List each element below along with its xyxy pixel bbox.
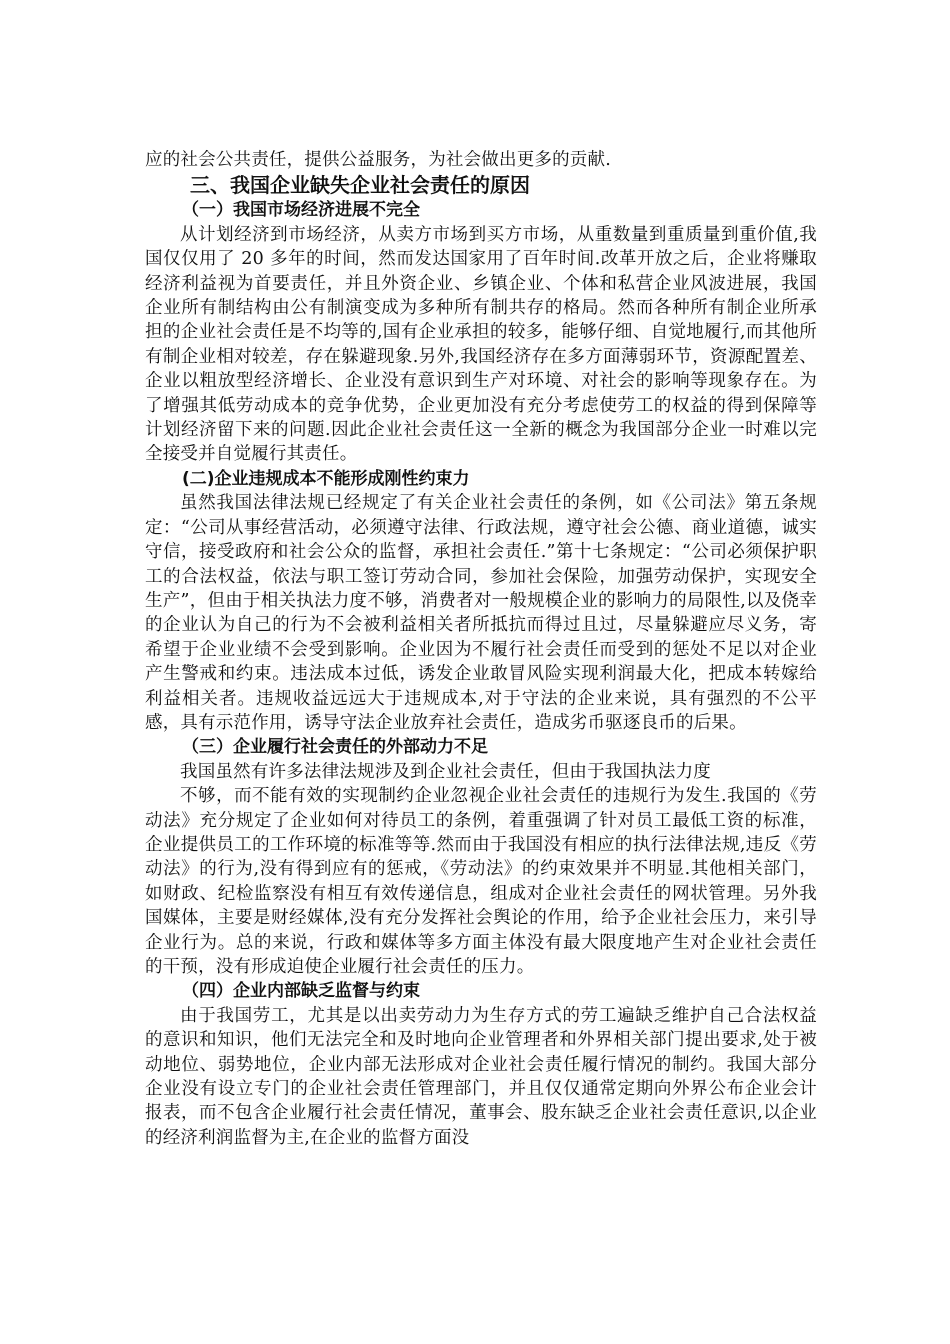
subsection-4-heading: （四）企业内部缺乏监督与约束 xyxy=(182,981,420,1002)
subsection-2-heading: (二)企业违规成本不能形成刚性约束力 xyxy=(182,468,470,489)
subsection-1-heading: （一）我国市场经济进展不完全 xyxy=(182,200,420,221)
document-page xyxy=(145,148,817,1150)
subsection-3-paragraph-1: 我国虽然有许多法律法规涉及到企业社会责任，但由于我国执法力度 xyxy=(180,761,711,782)
subsection-1-paragraph: 从计划经济到市场经济，从卖方市场到买方市场，从重数量到重质量到重价值,我国仅仅用了 20 多年的时间，然而发达国家用了百年时间.改革开放之后，企业将赚取经济利益视为首要责任，并且外资企业、乡镇企业、个体和私营企业风波进展，我国企业所有制结构由公有制演变成为多种所有制共存的格局。然而各种所有制企业所承担的企业社会责任是不均等的,国有企业承担的较多，能够仔细、自觉地履行,而其他所有制企业相对较差，存在躲避现象.另外,我国经济存在多方面薄弱环节，资源配置差、企业以粗放型经济增长、企业没有意识到生产对环境、对社会的影响等现象存在。为了增强其低劳动成本的竞争优势，企业更加没有充分考虑使劳工的权益的得到保障等计划经济留下来的问题.因此企业社会责任这一全新的概念为我国部分企业一时难以完全接受并自觉履行其责任。 xyxy=(145,224,817,465)
subsection-4-paragraph: 由于我国劳工，尤其是以出卖劳动力为生存方式的劳工遍缺乏维护自己合法权益的意识和知识，他们无法完全和及时地向企业管理者和外界相关部门提出要求,处于被动地位、弱势地位，企业内部无法形成对企业社会责任履行情况的制约。我国大部分企业没有设立专门的企业社会责任管理部门，并且仅仅通常定期向外界公布企业会计报表，而不包含企业履行社会责任情况，董事会、股东缺乏企业社会责任意识,以企业的经济利润监督为主,在企业的监督方面没 xyxy=(145,1005,817,1148)
subsection-3-paragraph-2: 不够，而不能有效的实现制约企业忽视企业社会责任的违规行为发生.我国的《劳动法》充分规定了企业如何对待员工的条例，着重强调了针对员工最低工资的标准，企业提供员工的工作环境的标准等等.然而由于我国没有相应的执行法律法规,违反《劳动法》的行为,没有得到应有的惩戒，《劳动法》的约束效果并不明显.其他相关部门，如财政、纪检监察没有相互有效传递信息，组成对企业社会责任的网状管理。另外我国媒体，主要是财经媒体,没有充分发挥社会舆论的作用，给予企业社会压力，来引导企业行为。总的来说，行政和媒体等多方面主体没有最大限度地产生对企业社会责任的干预，没有形成迫使企业履行社会责任的压力。 xyxy=(145,786,817,977)
intro-tail-text: 应的社会公共责任，提供公益服务，为社会做出更多的贡献. xyxy=(145,150,611,170)
subsection-3-heading: （三）企业履行社会责任的外部动力不足 xyxy=(182,737,488,758)
section-title: 三、我国企业缺失企业社会责任的原因 xyxy=(190,173,530,198)
subsection-2-paragraph: 虽然我国法律法规已经规定了有关企业社会责任的条例，如《公司法》第五条规定：“公司从事经营活动，必须遵守法律、行政法规，遵守社会公德、商业道德，诚实守信，接受政府和社会公众的监督，承担社会责任.”第十七条规定：“公司必须保护职工的合法权益，依法与职工签订劳动合同，参加社会保险，加强劳动保护，实现安全生产”，但由于相关执法力度不够，消费者对一般规模企业的影响力的局限性,以及侥幸的企业认为自己的行为不会被利益相关者所抵抗而得过且过，尽量躲避应尽义务，寄希望于企业业绩不会受到影响。企业因为不履行社会责任而受到的惩处不足以对企业产生警戒和约束。违法成本过低，诱发企业敢冒风险实现利润最大化，把成本转嫁给利益相关者。违规收益远远大于违规成本,对于守法的企业来说，具有强烈的不公平感，具有示范作用，诱导守法企业放弃社会责任，造成劣币驱逐良币的后果。 xyxy=(145,493,817,733)
